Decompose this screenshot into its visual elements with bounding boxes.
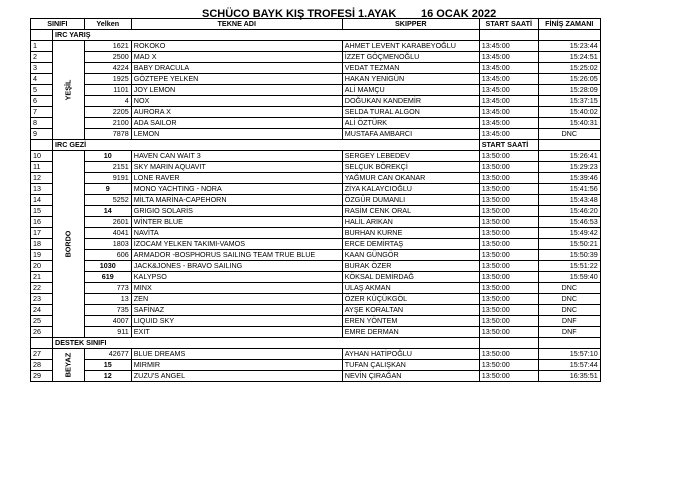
row-number: 17 xyxy=(31,228,53,239)
boat-name: SKY MARIN AQUAVIT xyxy=(131,162,342,173)
section-header-irc_gezi xyxy=(31,140,601,151)
sail-number: 606 xyxy=(84,250,131,261)
sail-number: 13 xyxy=(84,294,131,305)
table-row xyxy=(31,349,601,360)
skipper-name: AYŞE KORALTAN xyxy=(342,305,479,316)
finish-time: 15:40:31 xyxy=(538,118,600,129)
table-row xyxy=(31,118,601,129)
skipper-name: ALİ MAMÇU xyxy=(342,85,479,96)
finish-time: 15:46:53 xyxy=(538,217,600,228)
finish-time: DNC xyxy=(538,305,600,316)
row-number: 2 xyxy=(31,52,53,63)
sail-number: 1621 xyxy=(84,41,131,52)
start-time: 13:45:00 xyxy=(479,96,538,107)
row-number: 25 xyxy=(31,316,53,327)
row-number: 8 xyxy=(31,118,53,129)
finish-time: 15:24:51 xyxy=(538,52,600,63)
finish-time: DNC xyxy=(538,294,600,305)
row-number: 16 xyxy=(31,217,53,228)
start-time: 13:50:00 xyxy=(479,360,538,371)
sail-number: 4224 xyxy=(84,63,131,74)
boat-name: WİNTER BLUE xyxy=(131,217,342,228)
boat-name: GÖZTEPE YELKEN xyxy=(131,74,342,85)
start-time: 13:45:00 xyxy=(479,52,538,63)
table-row xyxy=(31,96,601,107)
boat-name: MIRMIR xyxy=(131,360,342,371)
start-time: 13:50:00 xyxy=(479,316,538,327)
sail-number: 4 xyxy=(84,96,131,107)
table-row xyxy=(31,250,601,261)
boat-name: ARMADOR -BOSPHORUS SAILING TEAM TRUE BLUE xyxy=(131,250,342,261)
start-time: 13:50:00 xyxy=(479,272,538,283)
table-row xyxy=(31,360,601,371)
table-row xyxy=(31,316,601,327)
skipper-name: ÖZER KÜÇÜKGÖL xyxy=(342,294,479,305)
start-time: 13:50:00 xyxy=(479,151,538,162)
table-row xyxy=(31,195,601,206)
table-row xyxy=(31,162,601,173)
skipper-name: TUFAN ÇALIŞKAN xyxy=(342,360,479,371)
table-row xyxy=(31,151,601,162)
group-label xyxy=(53,349,85,382)
sail-number: 911 xyxy=(84,327,131,338)
boat-name: AURORA X xyxy=(131,107,342,118)
start-time: 13:45:00 xyxy=(479,63,538,74)
table-row xyxy=(31,283,601,294)
finish-time: 15:50:21 xyxy=(538,239,600,250)
sail-number: 12 xyxy=(84,371,131,382)
sail-number: 9191 xyxy=(84,173,131,184)
section-title: DESTEK SINIFI xyxy=(53,338,480,349)
boat-name: HAVEN CAN WAIT 3 xyxy=(131,151,342,162)
col-header-finis: FİNİŞ ZAMANI xyxy=(538,19,600,30)
row-number: 10 xyxy=(31,151,53,162)
section-blank xyxy=(538,140,600,151)
finish-time: 15:37:15 xyxy=(538,96,600,107)
start-time: 13:45:00 xyxy=(479,118,538,129)
finish-time: 15:57:10 xyxy=(538,349,600,360)
row-number: 15 xyxy=(31,206,53,217)
start-time: 13:50:00 xyxy=(479,162,538,173)
finish-time: 15:40:02 xyxy=(538,107,600,118)
table-row xyxy=(31,327,601,338)
skipper-name: ZİYA KALAYCIOĞLU xyxy=(342,184,479,195)
col-header-yelken: Yelken xyxy=(84,19,131,30)
finish-time: 15:26:05 xyxy=(538,74,600,85)
start-time: 13:50:00 xyxy=(479,195,538,206)
table-row xyxy=(31,294,601,305)
sail-number: 4007 xyxy=(84,316,131,327)
section-start-label xyxy=(479,338,538,349)
skipper-name: DOĞUKAN KANDEMİR xyxy=(342,96,479,107)
row-number: 9 xyxy=(31,129,53,140)
boat-name: LONE RAVER xyxy=(131,173,342,184)
finish-time: 16:35:51 xyxy=(538,371,600,382)
finish-time: DNC xyxy=(538,283,600,294)
row-number: 24 xyxy=(31,305,53,316)
boat-name: MİLTA MARİNA-CAPEHORN xyxy=(131,195,342,206)
table-row xyxy=(31,206,601,217)
finish-time: 15:50:39 xyxy=(538,250,600,261)
sail-number: 2500 xyxy=(84,52,131,63)
table-row xyxy=(31,74,601,85)
sail-number: 15 xyxy=(84,360,131,371)
group-label xyxy=(53,151,85,338)
boat-name: KALYPSO xyxy=(131,272,342,283)
boat-name: BLUE DREAMS xyxy=(131,349,342,360)
group-label-text: YEŞİL xyxy=(63,79,73,101)
start-time: 13:45:00 xyxy=(479,129,538,140)
finish-time: 15:26:41 xyxy=(538,151,600,162)
sail-number: 10 xyxy=(84,151,131,162)
skipper-name: BURAK ÖZER xyxy=(342,261,479,272)
group-label-text: BORDO xyxy=(63,230,73,258)
sail-number: 773 xyxy=(84,283,131,294)
table-row xyxy=(31,261,601,272)
start-time: 13:50:00 xyxy=(479,217,538,228)
finish-time: 15:46:20 xyxy=(538,206,600,217)
skipper-name: NEVİN ÇIRAĞAN xyxy=(342,371,479,382)
col-header-tekne: TEKNE ADI xyxy=(131,19,342,30)
sail-number: 42677 xyxy=(84,349,131,360)
start-time: 13:50:00 xyxy=(479,261,538,272)
skipper-name: YAĞMUR CAN OKANAR xyxy=(342,173,479,184)
finish-time: DNF xyxy=(538,316,600,327)
section-header-irc_yaris xyxy=(31,30,601,41)
skipper-name: HALİL ARIKAN xyxy=(342,217,479,228)
row-number: 14 xyxy=(31,195,53,206)
skipper-name: SERGEY LEBEDEV xyxy=(342,151,479,162)
row-number: 4 xyxy=(31,74,53,85)
row-number: 26 xyxy=(31,327,53,338)
section-blank xyxy=(31,30,53,41)
skipper-name: KAAN GÜNGÖR xyxy=(342,250,479,261)
sail-number: 1803 xyxy=(84,239,131,250)
sail-number: 1030 xyxy=(84,261,131,272)
boat-name: ZUZU'S ANGEL xyxy=(131,371,342,382)
boat-name: MINX xyxy=(131,283,342,294)
section-header-destek xyxy=(31,338,601,349)
row-number: 12 xyxy=(31,173,53,184)
sail-number: 2100 xyxy=(84,118,131,129)
sail-number: 1101 xyxy=(84,85,131,96)
start-time: 13:45:00 xyxy=(479,107,538,118)
table-row xyxy=(31,184,601,195)
boat-name: ROKOKO xyxy=(131,41,342,52)
row-number: 23 xyxy=(31,294,53,305)
row-number: 7 xyxy=(31,107,53,118)
results-table xyxy=(30,18,601,382)
finish-time: 15:49:42 xyxy=(538,228,600,239)
table-row xyxy=(31,173,601,184)
boat-name: MONO YACHTING - NORA xyxy=(131,184,342,195)
col-header-skipper: SKIPPER xyxy=(342,19,479,30)
boat-name: ZEN xyxy=(131,294,342,305)
skipper-name: ALİ ÖZTÜRK xyxy=(342,118,479,129)
table-row xyxy=(31,85,601,96)
skipper-name: RASİM CENK ORAL xyxy=(342,206,479,217)
table-row xyxy=(31,107,601,118)
row-number: 27 xyxy=(31,349,53,360)
boat-name: SAFİNAZ xyxy=(131,305,342,316)
skipper-name: HAKAN YENİGÜN xyxy=(342,74,479,85)
skipper-name: EREN YÖNTEM xyxy=(342,316,479,327)
table-row xyxy=(31,63,601,74)
sail-number: 7878 xyxy=(84,129,131,140)
sail-number: 2151 xyxy=(84,162,131,173)
table-row xyxy=(31,228,601,239)
section-blank xyxy=(538,338,600,349)
sail-number: 2205 xyxy=(84,107,131,118)
section-blank xyxy=(538,30,600,41)
sail-number: 14 xyxy=(84,206,131,217)
start-time: 13:50:00 xyxy=(479,239,538,250)
row-number: 6 xyxy=(31,96,53,107)
sail-number: 4041 xyxy=(84,228,131,239)
boat-name: GRIGIO SOLARİS xyxy=(131,206,342,217)
boat-name: BABY DRACULA xyxy=(131,63,342,74)
finish-time: 15:43:48 xyxy=(538,195,600,206)
table-row xyxy=(31,41,601,52)
table-row xyxy=(31,52,601,63)
sail-number: 1925 xyxy=(84,74,131,85)
start-time: 13:50:00 xyxy=(479,305,538,316)
finish-time: 15:25:02 xyxy=(538,63,600,74)
skipper-name: VEDAT TEZMAN xyxy=(342,63,479,74)
finish-time: 15:57:44 xyxy=(538,360,600,371)
boat-name: LEMON xyxy=(131,129,342,140)
skipper-name: AHMET LEVENT KARABEYOĞLU xyxy=(342,41,479,52)
start-time: 13:50:00 xyxy=(479,327,538,338)
finish-time: 15:29:23 xyxy=(538,162,600,173)
table-row xyxy=(31,217,601,228)
section-title: IRC GEZİ xyxy=(53,140,480,151)
sail-number: 9 xyxy=(84,184,131,195)
boat-name: LIQUID SKY xyxy=(131,316,342,327)
start-time: 13:45:00 xyxy=(479,41,538,52)
row-number: 20 xyxy=(31,261,53,272)
boat-name: JOY LEMON xyxy=(131,85,342,96)
race-date: 16 OCAK 2022 xyxy=(421,8,497,20)
table-row xyxy=(31,272,601,283)
skipper-name: SELÇUK BÖREKÇİ xyxy=(342,162,479,173)
table-row xyxy=(31,305,601,316)
row-number: 22 xyxy=(31,283,53,294)
section-blank xyxy=(31,338,53,349)
boat-name: NAVİTA xyxy=(131,228,342,239)
skipper-name: EMRE DERMAN xyxy=(342,327,479,338)
row-number: 11 xyxy=(31,162,53,173)
skipper-name: AYHAN HATİPOĞLU xyxy=(342,349,479,360)
boat-name: MAD X xyxy=(131,52,342,63)
skipper-name: ULAŞ AKMAN xyxy=(342,283,479,294)
column-header-row xyxy=(31,19,601,30)
table-row xyxy=(31,239,601,250)
start-time: 13:50:00 xyxy=(479,283,538,294)
row-number: 21 xyxy=(31,272,53,283)
skipper-name: ERCE DEMİRTAŞ xyxy=(342,239,479,250)
finish-time: 15:59:40 xyxy=(538,272,600,283)
skipper-name: SELDA TURAL ALGON xyxy=(342,107,479,118)
boat-name: İZOCAM YELKEN TAKIMI-VAMOS xyxy=(131,239,342,250)
sail-number: 5252 xyxy=(84,195,131,206)
start-time: 13:50:00 xyxy=(479,250,538,261)
section-start-label xyxy=(479,30,538,41)
start-time: 13:45:00 xyxy=(479,74,538,85)
finish-time: 15:23:44 xyxy=(538,41,600,52)
start-time: 13:50:00 xyxy=(479,206,538,217)
finish-time: DNC xyxy=(538,129,600,140)
skipper-name: ÖZGÜR DUMANLI xyxy=(342,195,479,206)
table-row xyxy=(31,371,601,382)
start-time: 13:50:00 xyxy=(479,294,538,305)
row-number: 5 xyxy=(31,85,53,96)
table-row xyxy=(31,129,601,140)
finish-time: 15:51:22 xyxy=(538,261,600,272)
boat-name: NOX xyxy=(131,96,342,107)
sail-number: 619 xyxy=(84,272,131,283)
start-time: 13:45:00 xyxy=(479,85,538,96)
start-time: 13:50:00 xyxy=(479,228,538,239)
row-number: 29 xyxy=(31,371,53,382)
boat-name: EXIT xyxy=(131,327,342,338)
row-number: 19 xyxy=(31,250,53,261)
finish-time: 15:28:09 xyxy=(538,85,600,96)
group-label xyxy=(53,41,85,140)
row-number: 18 xyxy=(31,239,53,250)
section-blank xyxy=(31,140,53,151)
row-number: 28 xyxy=(31,360,53,371)
boat-name: ADA SAILOR xyxy=(131,118,342,129)
col-header-sinif: SINIFI xyxy=(31,19,85,30)
start-time: 13:50:00 xyxy=(479,173,538,184)
row-number: 3 xyxy=(31,63,53,74)
section-start-label: START SAATİ xyxy=(479,140,538,151)
sail-number: 735 xyxy=(84,305,131,316)
row-number: 13 xyxy=(31,184,53,195)
start-time: 13:50:00 xyxy=(479,371,538,382)
sail-number: 2601 xyxy=(84,217,131,228)
row-number: 1 xyxy=(31,41,53,52)
col-header-start: START SAATİ xyxy=(479,19,538,30)
finish-time: 15:41:56 xyxy=(538,184,600,195)
start-time: 13:50:00 xyxy=(479,349,538,360)
skipper-name: MUSTAFA AMBARCI xyxy=(342,129,479,140)
finish-time: DNF xyxy=(538,327,600,338)
section-title: IRC YARIŞ xyxy=(53,30,480,41)
start-time: 13:50:00 xyxy=(479,184,538,195)
page-title: SCHÜCO BAYK KIŞ TROFESİ 1.AYAK xyxy=(202,8,397,20)
group-label-text: BEYAZ xyxy=(63,352,73,378)
skipper-name: KÖKSAL DEMİRDAĞ xyxy=(342,272,479,283)
skipper-name: İZZET GÖÇMENOĞLU xyxy=(342,52,479,63)
finish-time: 15:39:46 xyxy=(538,173,600,184)
boat-name: JACK&JONES - BRAVO SAILING xyxy=(131,261,342,272)
skipper-name: BURHAN KURNE xyxy=(342,228,479,239)
